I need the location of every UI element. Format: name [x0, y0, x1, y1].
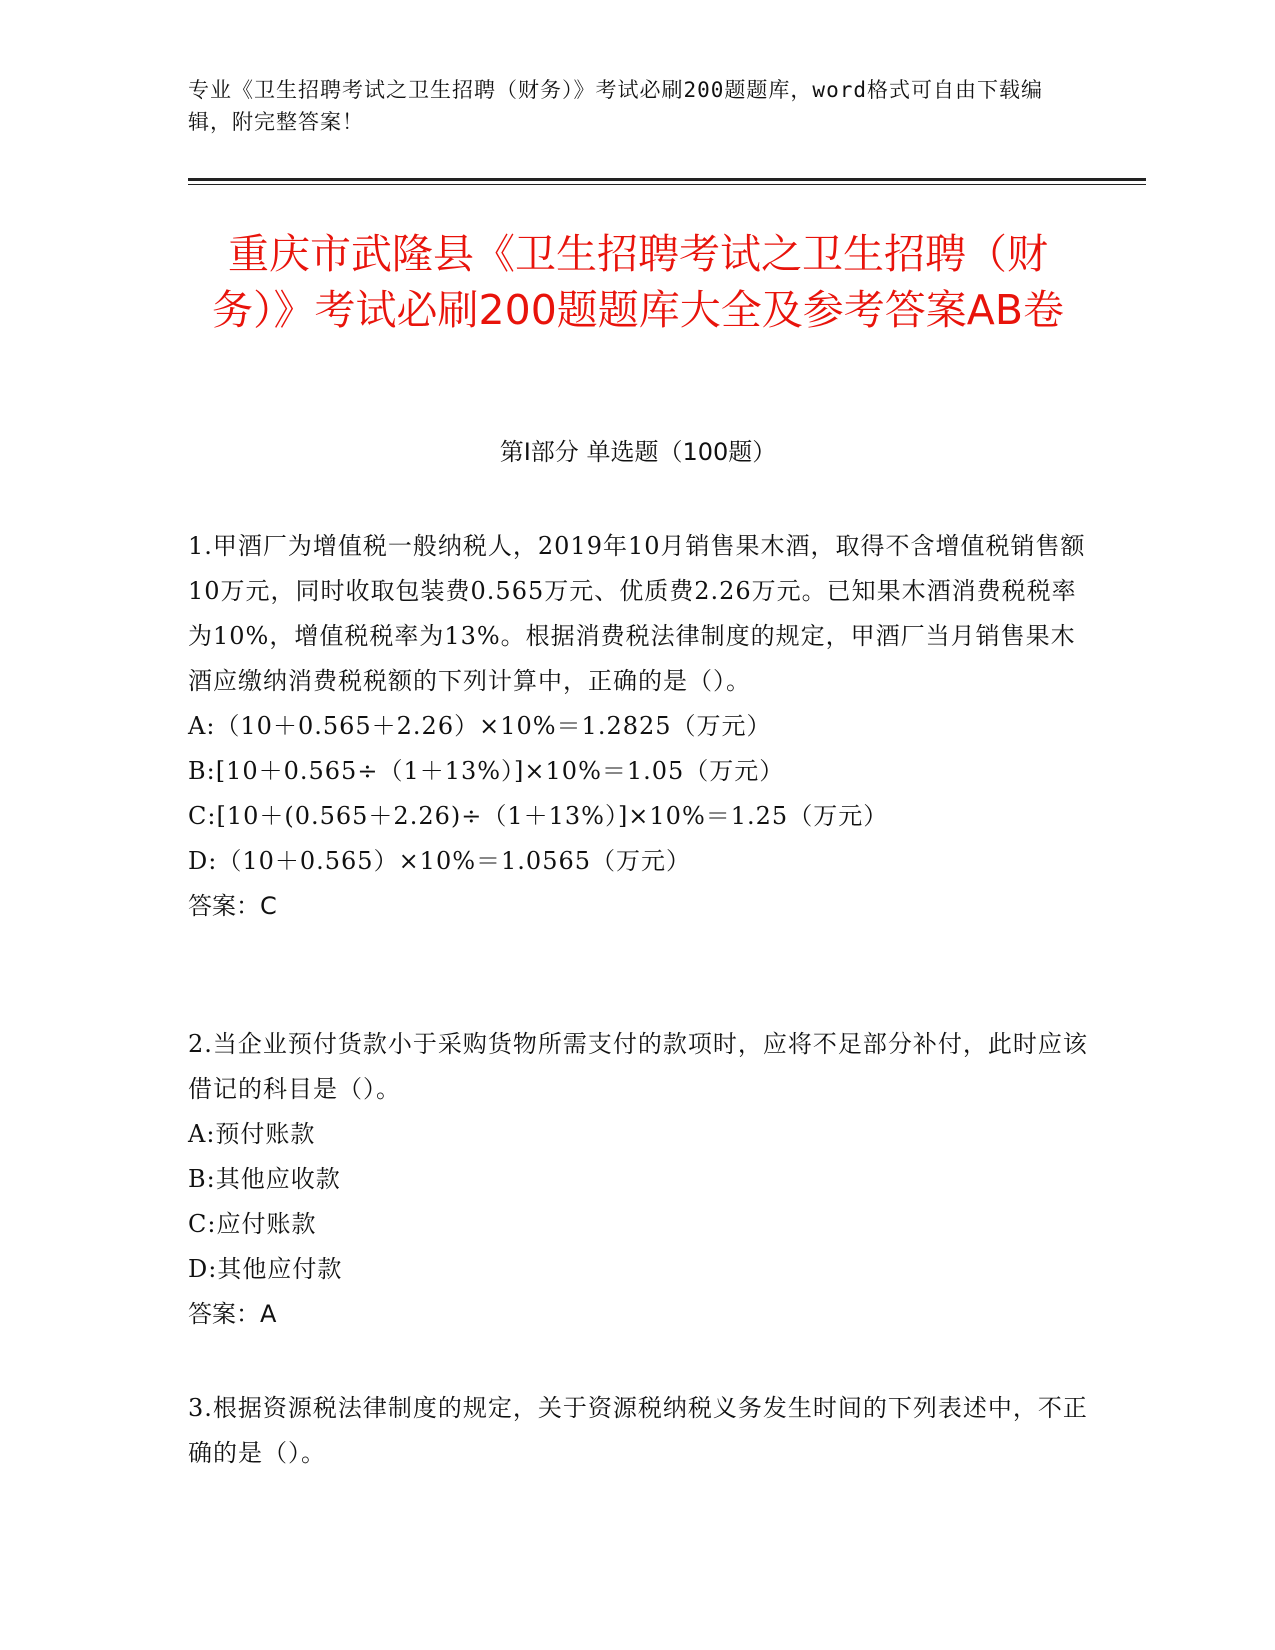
question-1 [188, 524, 1088, 929]
option-b: B:其他应收款 [188, 1165, 341, 1193]
answer: 答案：A [188, 1300, 277, 1328]
option-d: D:其他应付款 [188, 1255, 343, 1283]
question-3 [188, 1386, 1088, 1476]
question-stem: 3.根据资源税法律制度的规定，关于资源税纳税义务发生时间的下列表述中，不正确的是（）。 [188, 1394, 1088, 1467]
section-heading: 第Ⅰ部分 单选题（100题） [499, 438, 777, 466]
option-a: A:（10＋0.565＋2.26）×10%＝1.2825（万元） [188, 712, 772, 740]
header-divider-thin [188, 184, 1146, 185]
question-stem: 2.当企业预付货款小于采购货物所需支付的款项时，应将不足部分补付，此时应该借记的科目是（）。 [188, 1030, 1088, 1103]
question-stem: 1.甲酒厂为增值税一般纳税人，2019年10月销售果木酒，取得不含增值税销售额10万元，同时收取包装费0.565万元、优质费2.26万元。已知果木酒消费税税率为10%，增值税税率为13%。根据消费税法律制度的规定，甲酒厂当月销售果木酒应缴纳消费税税额的下列计算中，正确的是（）。 [188, 532, 1086, 695]
answer: 答案：C [188, 892, 277, 920]
question-2 [188, 1022, 1088, 1337]
option-a: A:预付账款 [188, 1120, 316, 1148]
option-b: B:[10＋0.565÷（1＋13%）]×10%＝1.05（万元） [188, 757, 785, 785]
header-divider-thick [188, 178, 1146, 181]
header-note: 专业《卫生招聘考试之卫生招聘（财务）》考试必刷200题题库，word格式可自由下载编辑，附完整答案！ [188, 78, 1043, 134]
document-title: 重庆市武隆县《卫生招聘考试之卫生招聘（财务）》考试必刷200题题库大全及参考答案AB卷 [212, 230, 1064, 334]
option-d: D:（10＋0.565）×10%＝1.0565（万元） [188, 847, 692, 875]
option-c: C:[10＋(0.565＋2.26)÷（1＋13%）]×10%＝1.25（万元） [188, 802, 889, 830]
option-c: C:应付账款 [188, 1210, 317, 1238]
